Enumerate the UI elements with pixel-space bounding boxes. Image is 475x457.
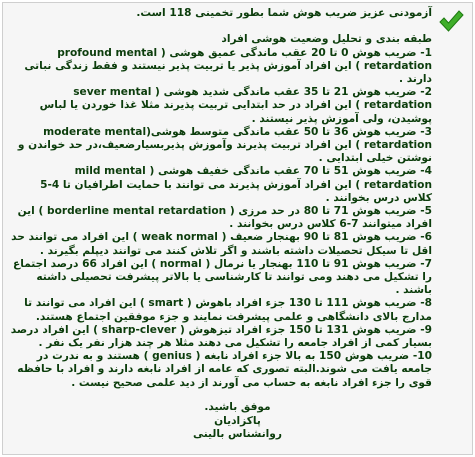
list-item: 7- ضریب هوش 91 تا 110 بهنجار یا نرمال ( normal ) این افراد 66 درصد اجتماع را تشکیل می دهند ومی توانند تا کارشناسی یا بالاتر پیشرفت تحصیلی داشته باشند . — [12, 257, 432, 297]
list-item: 2- ضریب هوش 21 تا 35 عقب ماندگی شدید هوشی ( sever mental retardation ) این افراد در حد ابتدایی تربیت پذیرند مثلا غذا خوردن یا لباس پوشیدن، ولی آموزش پذیر نیستند . — [39, 86, 432, 125]
intro-text: آزمودنی عزیز ضریب هوش شما بطور تخمینی 118 است. — [136, 7, 432, 19]
message-panel — [2, 2, 473, 455]
list-item: 5- ضریب هوش 71 تا 80 در حد مرزی ( borderline mental retardation ) این افراد میتوانند 7-6 کلاس درس بخوانند . — [17, 205, 432, 231]
author-name: پاکزادیان — [214, 414, 261, 427]
list-item: 1- ضریب هوش 0 تا 20 عقب ماندگی عمیق هوشی ( profound mental retardation ) این افراد آموزش پذیر یا تربیت پذیر نیستند و فقط زندگی نباتی دارند . — [24, 46, 432, 85]
spacer — [9, 20, 432, 33]
list-item: 9- ضریب هوش 131 تا 150 جزء افراد تیزهوش ( sharp-clever ) این افراد درصد بسیار کمی از افراد جامعه را تشکیل می دهند مثلا هر چند هزار نفر یک نفر . — [10, 323, 432, 350]
list-item: 6- ضریب هوش 81 تا 90 بهنجار ضعیف ( weak normal ) این افراد می توانند حد اقل تا سیکل تحصیلات داشته باشند و اگر تلاش کنند می توانند دیپلم بگیرند . — [11, 231, 432, 257]
list-item: 4- ضریب هوش 51 تا 70 عقب ماندگی خفیف هوشی ( mild mental retardation ) این افراد آموزش پذیرند می توانند با حمایت اطرافیان تا 4-5 کلاس درس بخوانند . — [40, 165, 432, 204]
list-item: 10- ضریب هوش 150 به بالا جزء افراد نابغه ( genius ) هستند و به ندرت در جامعه یافت می شوند.البته تصوری که عامه از افراد نابغه دارند و افراد با حافظه قوی را جزء افراد نابغه به حساب می آورند از دید علمی صحیح نیست . — [17, 350, 432, 389]
author-title: روانشناس بالینی — [193, 428, 282, 440]
list-item: 3- ضریب هوش 36 تا 50 عقب ماندگی متوسط هوشی(moderate mental retardation ) این افراد تربیت پذیرند وآموزش پذیربسیارضعیف،در حد خواندن و نوشتن خیلی ابتدایی . — [17, 125, 432, 165]
signature-block — [63, 401, 412, 442]
section-heading: طبقه بندی و تحلیل وضعیت هوشی افراد — [221, 33, 432, 46]
message-body — [9, 7, 432, 390]
check-icon — [438, 9, 464, 33]
list-item: 8- ضریب هوش 111 تا 130 جزء افراد باهوش ( smart ) این افراد می توانند تا مدارج بالای دانشگاهی و علمی پیشرفت نمایند و جزء موفقین اجتماع هستند. — [24, 297, 432, 323]
closing-wish: موفق باشید. — [204, 401, 271, 413]
